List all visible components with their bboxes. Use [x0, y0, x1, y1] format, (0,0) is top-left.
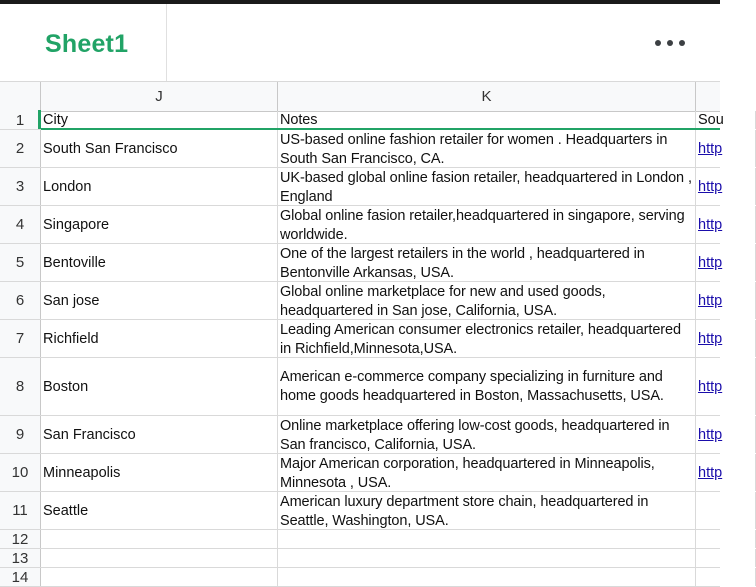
row-number[interactable]: 5 [0, 244, 41, 281]
cell-source-link[interactable]: http [696, 358, 756, 415]
spreadsheet-grid [0, 82, 724, 586]
cell-source-link[interactable]: Sou [696, 111, 756, 129]
cell-city[interactable]: San Francisco [41, 416, 278, 453]
table-row [0, 549, 720, 568]
cell-notes[interactable]: Online marketplace offering low-cost goods, headquartered in San francisco, California, USA. [278, 416, 696, 453]
cell-city[interactable] [41, 549, 278, 567]
cell-notes[interactable]: Leading American consumer electronics retailer, headquartered in Richfield,Minnesota,USA. [278, 320, 696, 357]
cell-city[interactable] [41, 530, 278, 548]
cell-source-link[interactable]: http [696, 454, 756, 491]
row-number[interactable]: 1 [0, 111, 41, 129]
row-number[interactable]: 12 [0, 530, 41, 548]
row-number[interactable]: 8 [0, 358, 41, 415]
row-number[interactable]: 9 [0, 416, 41, 453]
row-number[interactable]: 11 [0, 492, 41, 529]
sheet-header [0, 4, 720, 82]
column-header-row [0, 82, 720, 112]
row-number[interactable]: 3 [0, 168, 41, 205]
table-row [0, 206, 723, 244]
row-number[interactable]: 13 [0, 549, 41, 567]
cell-source-link[interactable] [696, 568, 756, 586]
table-row [0, 358, 723, 416]
cell-city[interactable] [41, 568, 278, 586]
cell-notes[interactable]: One of the largest retailers in the world , headquartered in Bentonville Arkansas, USA. [278, 244, 696, 281]
cell-notes[interactable]: Global online fasion retailer,headquartered in singapore, serving worldwide. [278, 206, 696, 243]
table-row [0, 454, 723, 492]
cell-source-link[interactable] [696, 549, 756, 567]
cell-notes[interactable]: American luxury department store chain, headquartered in Seattle, Washington, USA. [278, 492, 696, 529]
cell-source-link[interactable] [696, 492, 756, 529]
cell-notes[interactable]: US-based online fashion retailer for women . Headquarters in South San Francisco, CA. [278, 130, 696, 167]
cell-source-link[interactable]: http [696, 282, 756, 319]
cell-city[interactable]: Seattle [41, 492, 278, 529]
table-row [0, 320, 723, 358]
cell-city[interactable]: Bentoville [41, 244, 278, 281]
cell-notes[interactable]: Global online marketplace for new and used goods, headquartered in San jose, California, USA. [278, 282, 696, 319]
cell-source-link[interactable]: http [696, 168, 756, 205]
cell-city[interactable]: Singapore [41, 206, 278, 243]
cell-notes[interactable]: American e-commerce company specializing in furniture and home goods headquartered in Boston, Massachusetts, USA. [278, 358, 696, 415]
cell-source-link[interactable]: http [696, 416, 756, 453]
column-header-l[interactable] [696, 82, 756, 111]
select-all-corner[interactable] [0, 82, 41, 111]
row-number[interactable]: 2 [0, 130, 41, 167]
column-header-k[interactable]: K [278, 82, 696, 111]
row-number[interactable]: 4 [0, 206, 41, 243]
cell-notes[interactable] [278, 549, 696, 567]
table-row [0, 168, 723, 206]
cell-city[interactable]: Boston [41, 358, 278, 415]
cell-notes[interactable]: Major American corporation, headquartered in Minneapolis, Minnesota , USA. [278, 454, 696, 491]
cell-city[interactable]: City [41, 111, 278, 129]
selection-row-line [41, 128, 720, 130]
cell-notes[interactable] [278, 530, 696, 548]
row-number[interactable]: 10 [0, 454, 41, 491]
header-divider [166, 4, 167, 81]
cell-city[interactable]: South San Francisco [41, 130, 278, 167]
cell-city[interactable]: London [41, 168, 278, 205]
cell-source-link[interactable]: http [696, 206, 756, 243]
cell-city[interactable]: Minneapolis [41, 454, 278, 491]
more-horizontal-icon[interactable] [650, 32, 690, 54]
cell-source-link[interactable]: http [696, 320, 756, 357]
cell-notes[interactable]: UK-based global online fasion retailer, headquartered in London , England [278, 168, 696, 205]
sheet-title[interactable]: Sheet1 [45, 30, 129, 58]
cell-city[interactable]: Richfield [41, 320, 278, 357]
cell-city[interactable]: San jose [41, 282, 278, 319]
row-number[interactable]: 6 [0, 282, 41, 319]
table-row [0, 244, 723, 282]
cell-notes[interactable]: Notes [278, 111, 696, 129]
row-number[interactable]: 14 [0, 568, 41, 586]
table-row [0, 530, 720, 549]
table-row [0, 492, 720, 530]
row-number[interactable]: 7 [0, 320, 41, 357]
column-header-j[interactable]: J [41, 82, 278, 111]
cell-source-link[interactable] [696, 530, 756, 548]
table-row [0, 130, 723, 168]
table-row [0, 416, 723, 454]
table-row [0, 282, 723, 320]
table-row [0, 568, 720, 587]
cell-source-link[interactable]: http [696, 244, 756, 281]
cell-source-link[interactable]: http [696, 130, 756, 167]
selection-handle [38, 110, 41, 129]
cell-notes[interactable] [278, 568, 696, 586]
